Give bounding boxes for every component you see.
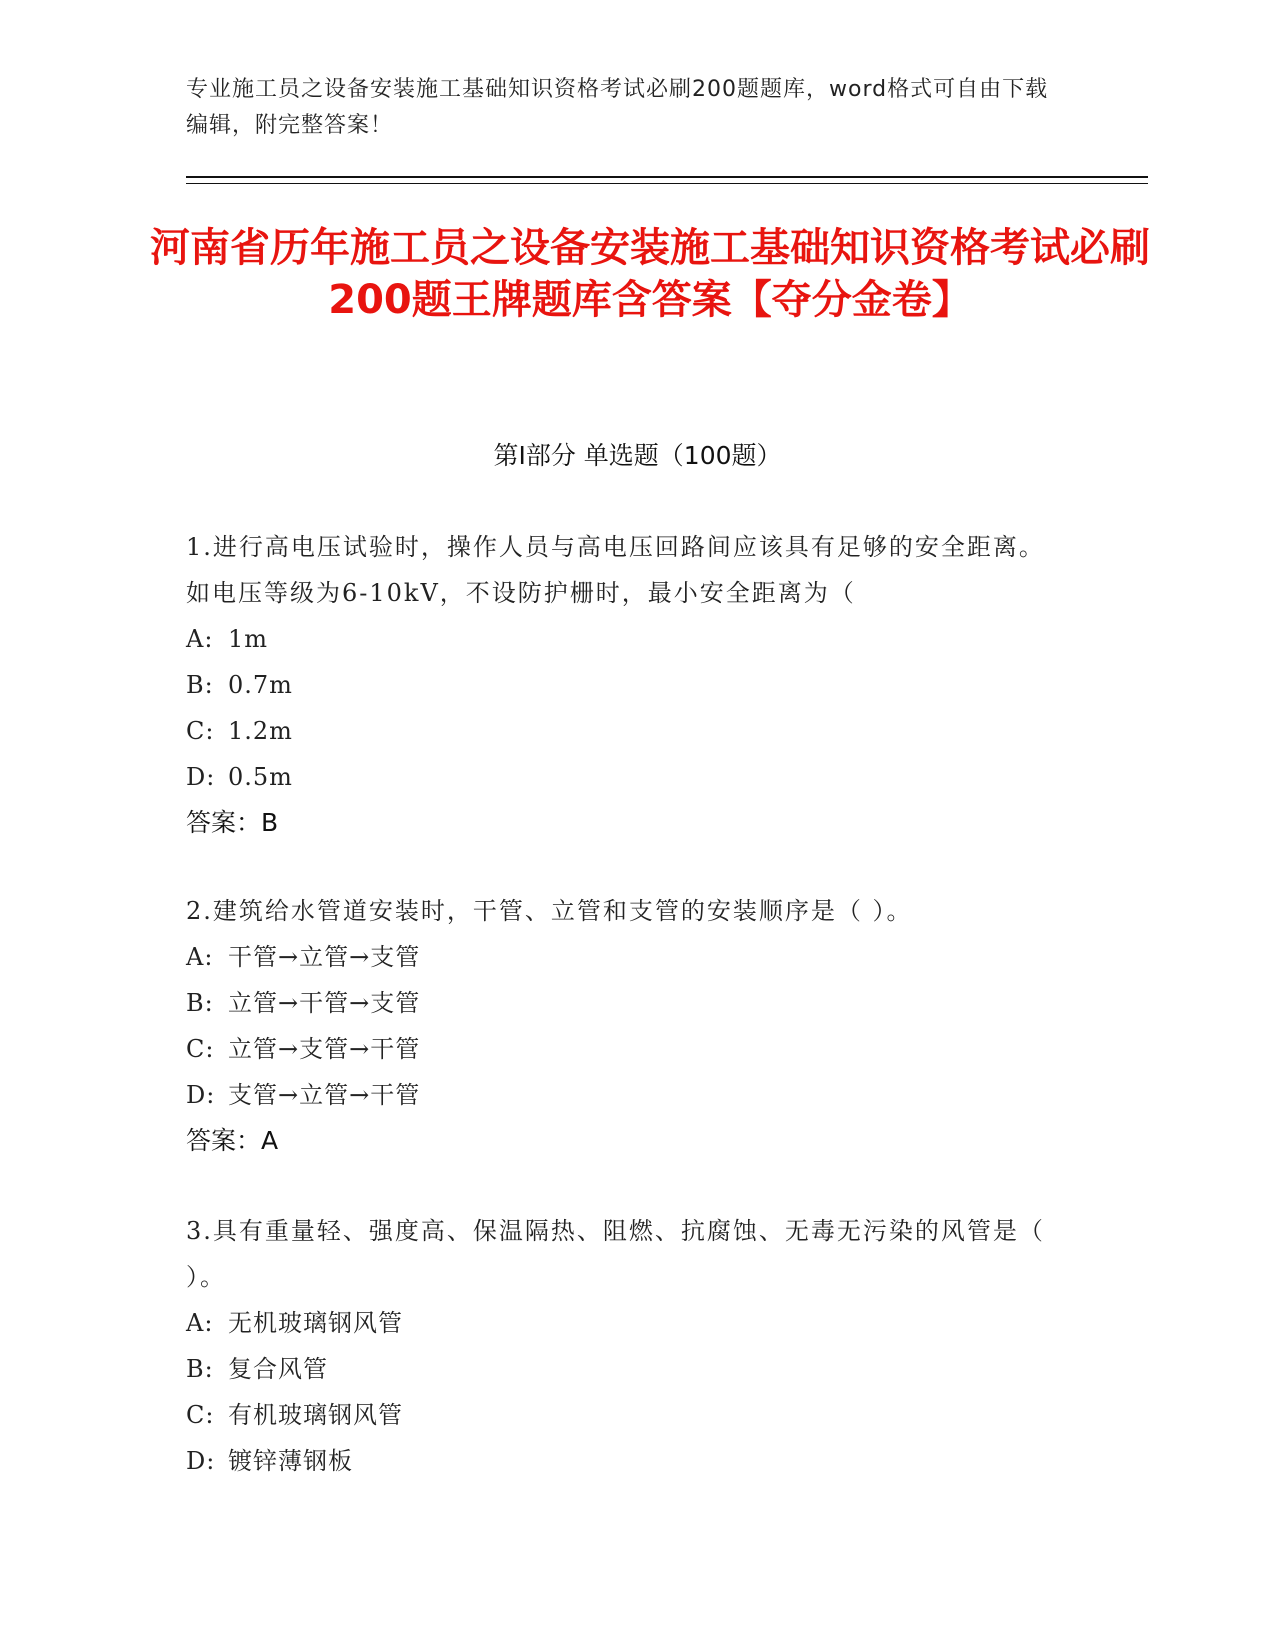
answer-line: 答案：A [186, 1126, 279, 1155]
option-text: 复合风管 [228, 1355, 328, 1383]
option-d [186, 1438, 1066, 1484]
option-c [186, 708, 1066, 754]
option-text: 1m [228, 625, 269, 653]
option-text: 镀锌薄钢板 [228, 1447, 353, 1475]
option-label: B: [186, 989, 214, 1017]
option-label: D: [186, 763, 216, 791]
question-3 [186, 1208, 1066, 1484]
option-b [186, 980, 1066, 1026]
document-title: 河南省历年施工员之设备安装施工基础知识资格考试必刷200题王牌题库含答案【夺分金卷】 [150, 225, 1150, 323]
option-a [186, 1300, 1066, 1346]
question-stem: 3.具有重量轻、强度高、保温隔热、阻燃、抗腐蚀、无毒无污染的风管是（ ）。 [186, 1217, 1045, 1291]
answer-line: 答案：B [186, 808, 279, 837]
option-a [186, 616, 1066, 662]
header-rule-thin [186, 183, 1148, 184]
option-label: A: [186, 943, 214, 971]
option-d [186, 754, 1066, 800]
option-label: D: [186, 1081, 216, 1109]
question-stem: 1.进行高电压试验时，操作人员与高电压回路间应该具有足够的安全距离。如电压等级为6-10kV，不设防护栅时，最小安全距离为（ [186, 533, 1045, 607]
option-d [186, 1072, 1066, 1118]
option-label: C: [186, 1401, 215, 1429]
option-label: B: [186, 671, 214, 699]
option-label: C: [186, 1035, 215, 1063]
option-b [186, 1346, 1066, 1392]
option-text: 立管→干管→支管 [228, 989, 421, 1017]
question-stem: 2.建筑给水管道安装时，干管、立管和支管的安装顺序是（ ）。 [186, 897, 913, 925]
option-text: 0.7m [228, 671, 293, 699]
option-text: 立管→支管→干管 [228, 1035, 421, 1063]
question-1 [186, 524, 1066, 846]
option-text: 无机玻璃钢风管 [228, 1309, 403, 1337]
option-label: D: [186, 1447, 216, 1475]
option-label: A: [186, 625, 214, 653]
option-b [186, 662, 1066, 708]
option-text: 干管→立管→支管 [228, 943, 421, 971]
option-label: B: [186, 1355, 214, 1383]
option-text: 有机玻璃钢风管 [228, 1401, 403, 1429]
option-c [186, 1026, 1066, 1072]
option-label: A: [186, 1309, 214, 1337]
option-label: C: [186, 717, 215, 745]
header-rule-thick [186, 176, 1148, 178]
option-text: 1.2m [228, 717, 293, 745]
header-note: 专业施工员之设备安装施工基础知识资格考试必刷200题题库，word格式可自由下载编辑，附完整答案！ [186, 77, 1049, 138]
option-text: 支管→立管→干管 [228, 1081, 421, 1109]
question-2 [186, 888, 1066, 1164]
option-text: 0.5m [228, 763, 293, 791]
option-a [186, 934, 1066, 980]
section-heading: 第Ⅰ部分 单选题（100题） [493, 441, 782, 470]
option-c [186, 1392, 1066, 1438]
